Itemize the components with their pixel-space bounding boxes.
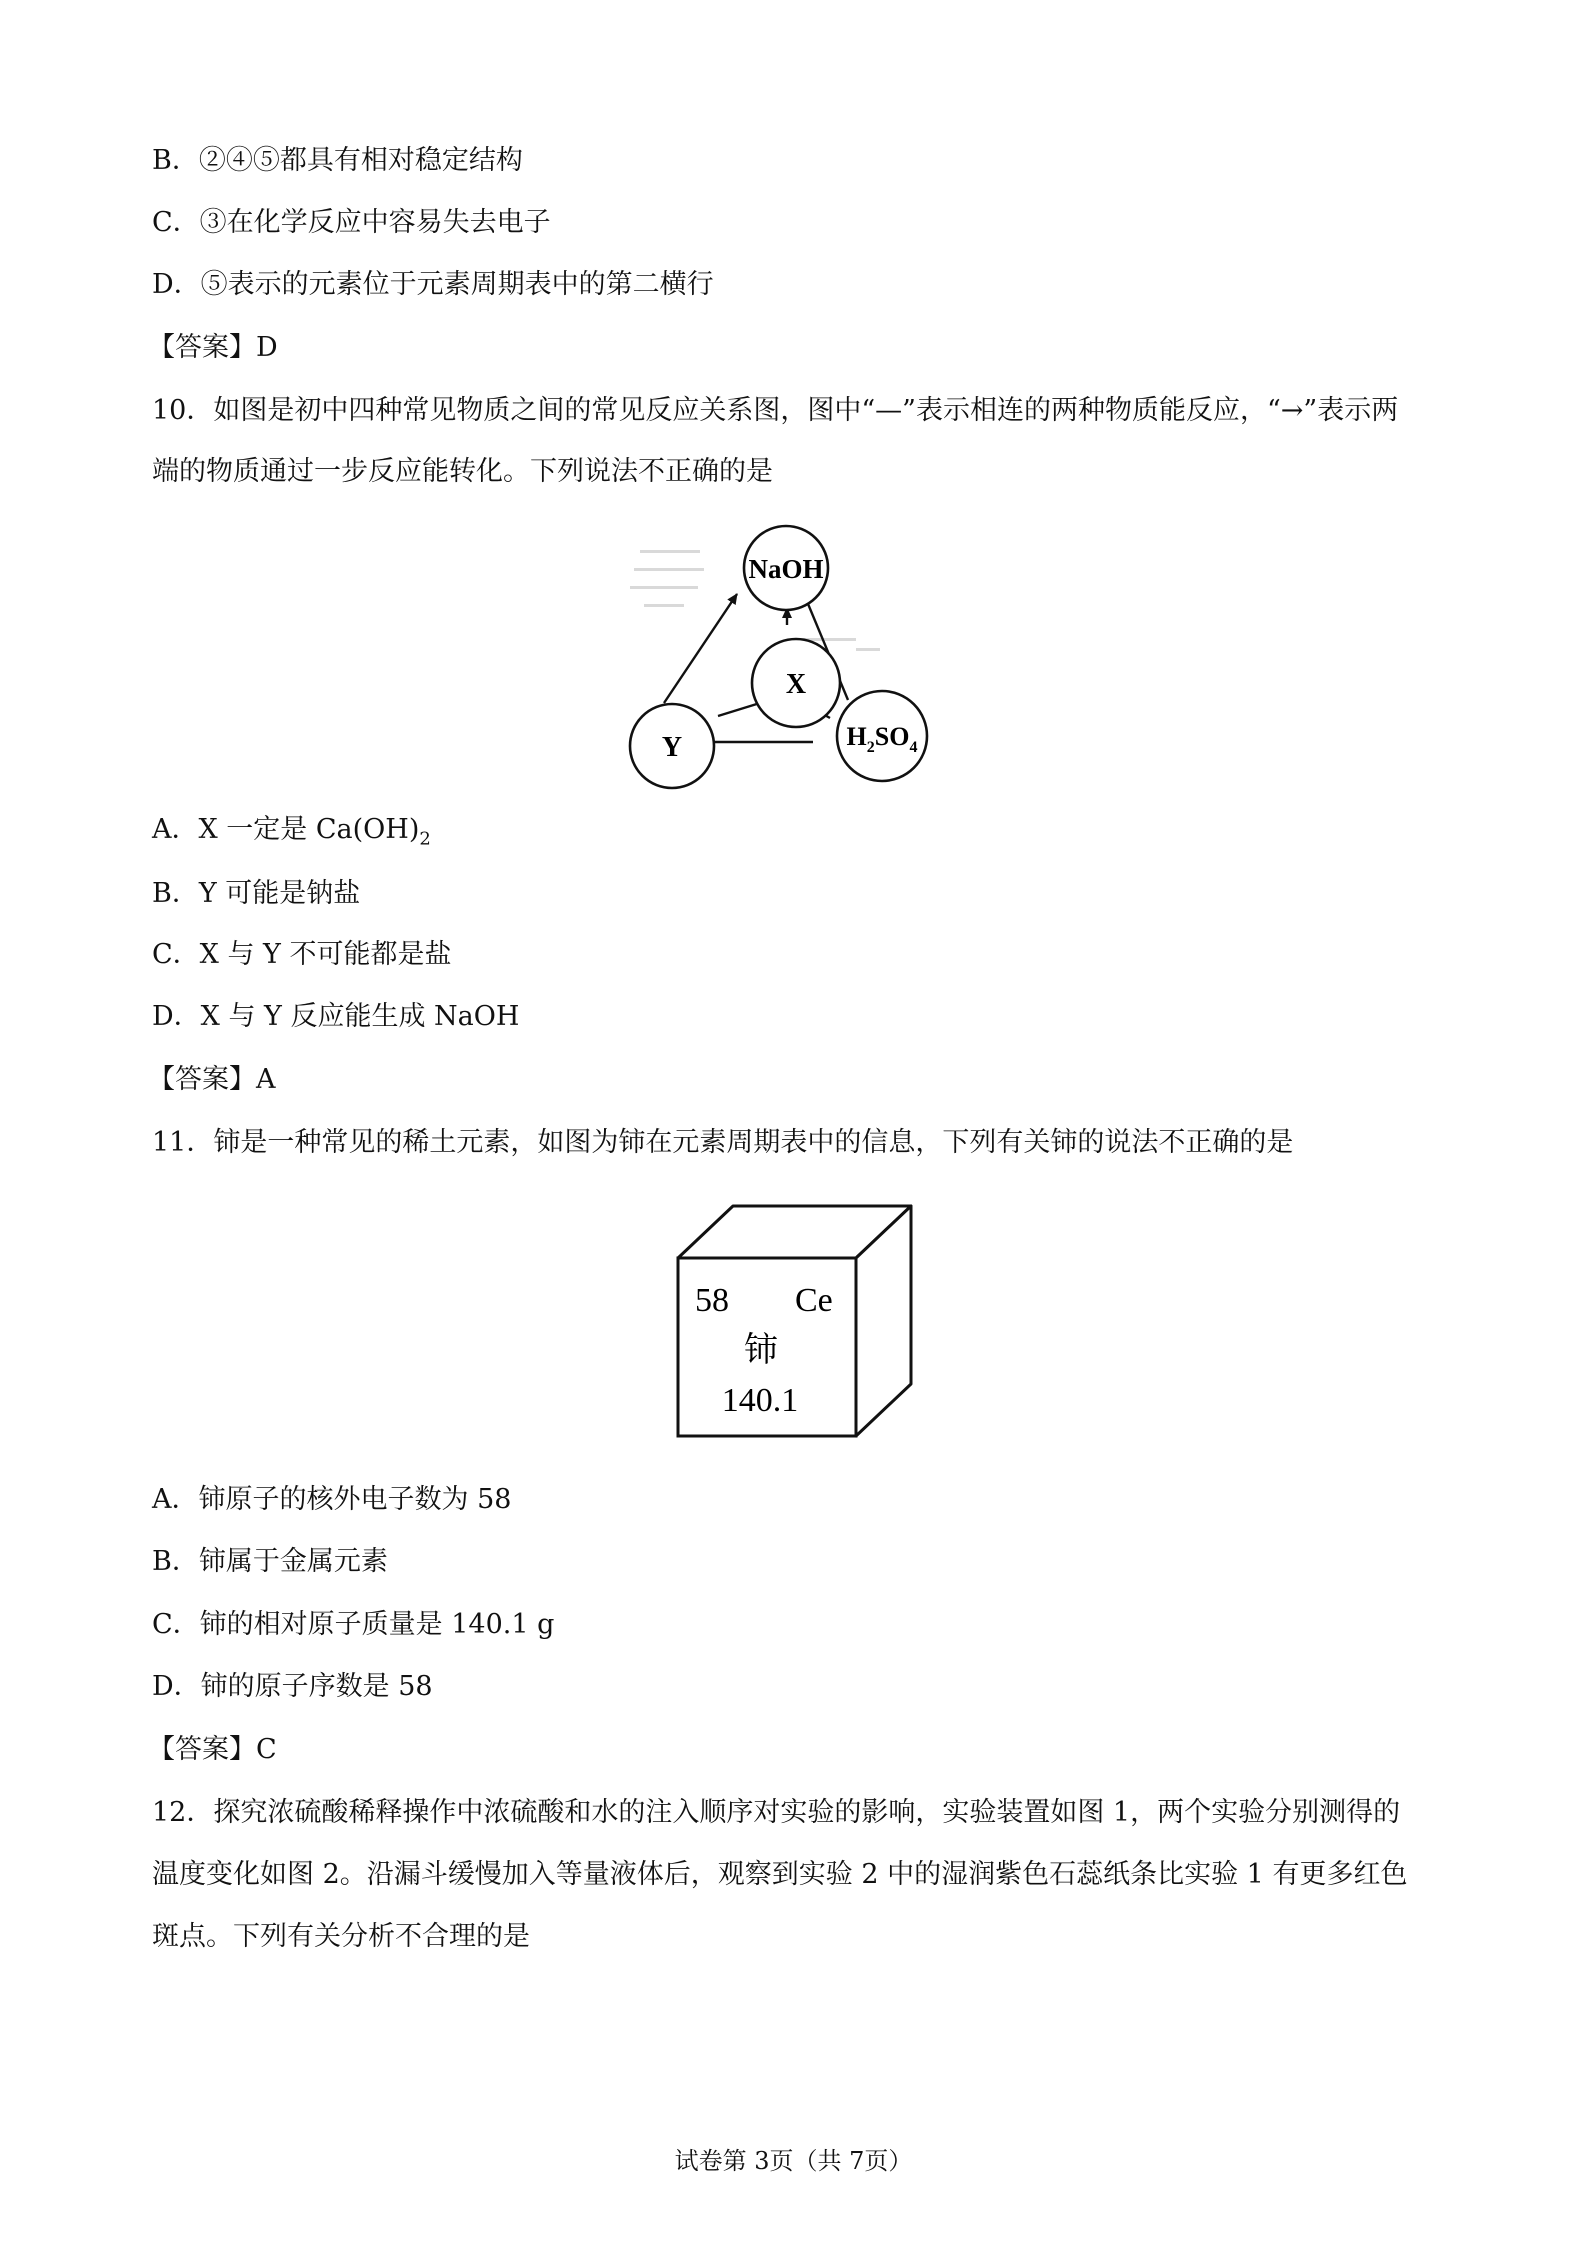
atomic-mass: 140.1 bbox=[721, 1382, 799, 1419]
q10-reaction-diagram bbox=[600, 520, 1000, 790]
q9-option-c: C．③在化学反应中容易失去电子 bbox=[152, 207, 551, 238]
q10-option-b: B．Y 可能是钠盐 bbox=[152, 878, 361, 909]
q10-answer: 【答案】A bbox=[148, 1064, 276, 1095]
q11-stem: 11．铈是一种常见的稀土元素，如图为铈在元素周期表中的信息，下列有关铈的说法不正确的是 bbox=[152, 1127, 1294, 1158]
q9-option-d: D．⑤表示的元素位于元素周期表中的第二横行 bbox=[152, 269, 714, 300]
q9-option-b: B．②④⑤都具有相对稳定结构 bbox=[152, 145, 523, 176]
q9-answer: 【答案】D bbox=[148, 332, 278, 363]
node-x-label: X bbox=[785, 669, 807, 700]
q12-stem-line1: 12．探究浓硫酸稀释操作中浓硫酸和水的注入顺序对实验的影响，实验装置如图 1，两个实验分别测得的 bbox=[152, 1797, 1401, 1828]
q10-stem-line2: 端的物质通过一步反应能转化。下列说法不正确的是 bbox=[152, 456, 773, 487]
node-naoh-label: NaOH bbox=[748, 554, 824, 584]
node-y-label: Y bbox=[661, 732, 683, 763]
element-name: 铈 bbox=[744, 1332, 778, 1369]
q11-answer: 【答案】C bbox=[148, 1734, 277, 1765]
q11-option-a: A．铈原子的核外电子数为 58 bbox=[152, 1484, 512, 1515]
q10-option-a: A．X 一定是 $Ca(OH)_2$ bbox=[152, 814, 431, 850]
node-h2so4-label: $H_2SO_4$ bbox=[846, 722, 918, 756]
element-symbol: Ce bbox=[795, 1282, 833, 1319]
q10-stem-line1: 10．如图是初中四种常见物质之间的常见反应关系图，图中“—”表示相连的两种物质能反应，“→”表示两 bbox=[152, 395, 1399, 426]
q11-element-cell bbox=[670, 1198, 920, 1448]
q10-option-c: C．X 与 Y 不可能都是盐 bbox=[152, 939, 452, 970]
page-footer: 试卷第 3页（共 7页） bbox=[674, 2147, 913, 2175]
q11-option-c: C．铈的相对原子质量是 140.1 g bbox=[152, 1609, 555, 1640]
q12-stem-line2: 温度变化如图 2。沿漏斗缓慢加入等量液体后，观察到实验 2 中的湿润紫色石蕊纸条比实验 1 有更多红色 bbox=[152, 1859, 1408, 1890]
atomic-number: 58 bbox=[695, 1282, 729, 1319]
q11-option-d: D．铈的原子序数是 58 bbox=[152, 1671, 433, 1702]
q11-option-b: B．铈属于金属元素 bbox=[152, 1546, 388, 1577]
q10-option-d: D．X 与 Y 反应能生成 NaOH bbox=[152, 1001, 520, 1032]
q12-stem-line3: 斑点。下列有关分析不合理的是 bbox=[152, 1921, 530, 1952]
